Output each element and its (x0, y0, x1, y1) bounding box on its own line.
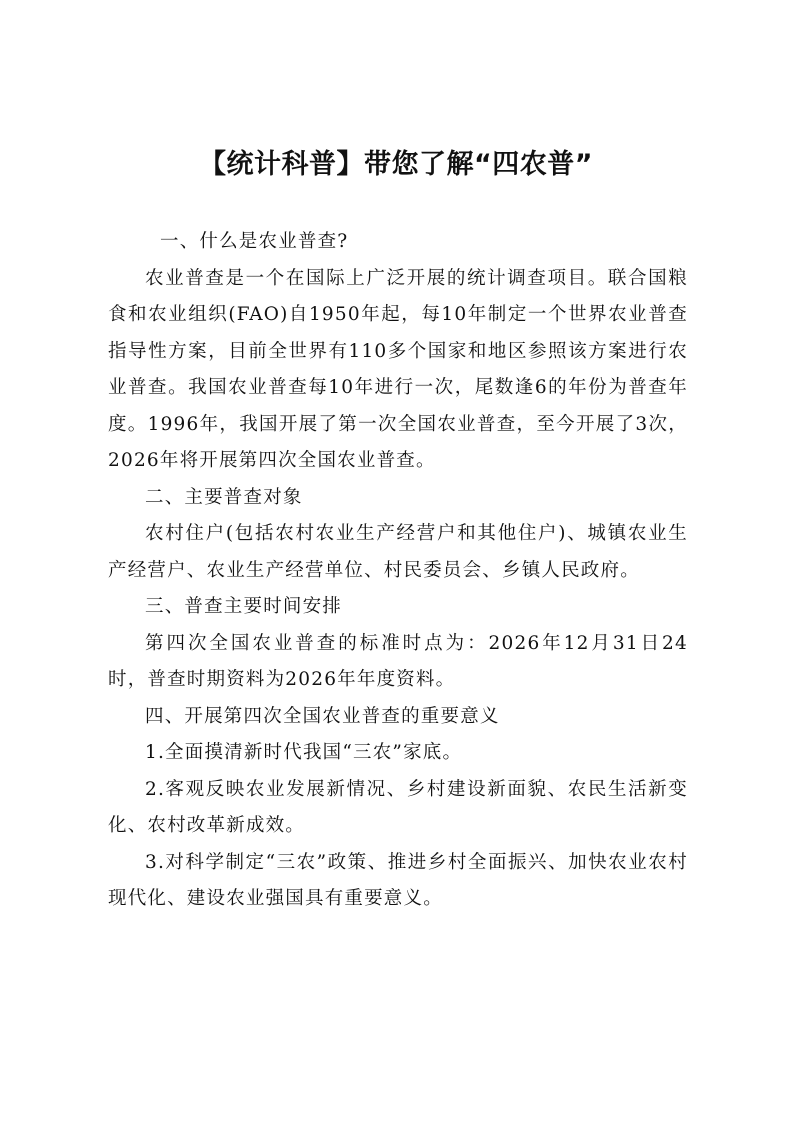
section-heading-significance: 四、开展第四次全国农业普查的重要意义 (145, 705, 500, 727)
list-item-significance-1: 1.全面摸清新时代我国“三农”家底。 (145, 742, 463, 763)
section-heading-schedule: 三、普查主要时间安排 (145, 596, 343, 617)
paragraph-survey-objects: 农村住户(包括农村农业生产经营户和其他住户)、城镇农业生产经营户、农业生产经营单位、村民委员会、乡镇人民政府。 (108, 523, 688, 581)
section-heading-what-is-census: 一、什么是农业普查? (160, 231, 349, 252)
section-heading-survey-objects: 二、主要普查对象 (145, 486, 303, 508)
document-body (108, 224, 688, 918)
paragraph-census-intro: 农业普查是一个在国际上广泛开展的统计调查项目。联合国粮食和农业组织(FAO)自1950年起，每10年制定一个世界农业普查指导性方案，目前全世界有110多个国家和地区参照该方案进行农业普查。我国农业普查每10年进行一次，尾数逢6的年份为普查年度。1996年，我国开展了第一次全国农业普查，至今开展了3次，2026年将开展第四次全国农业普查。 (108, 267, 688, 471)
page-title: 【统计科普】带您了解“四农普” (199, 149, 593, 180)
paragraph-schedule: 第四次全国农业普查的标准时点为：2026年12月31日24时，普查时期资料为2026年年度资料。 (108, 632, 688, 690)
list-item-significance-3: 3.对科学制定“三农”政策、推进乡村全面振兴、加快农业农村现代化、建设农业强国具有重要意义。 (108, 851, 688, 909)
list-item-significance-2: 2.客观反映农业发展新情况、乡村建设新面貌、农民生活新变化、农村改革新成效。 (108, 778, 688, 836)
